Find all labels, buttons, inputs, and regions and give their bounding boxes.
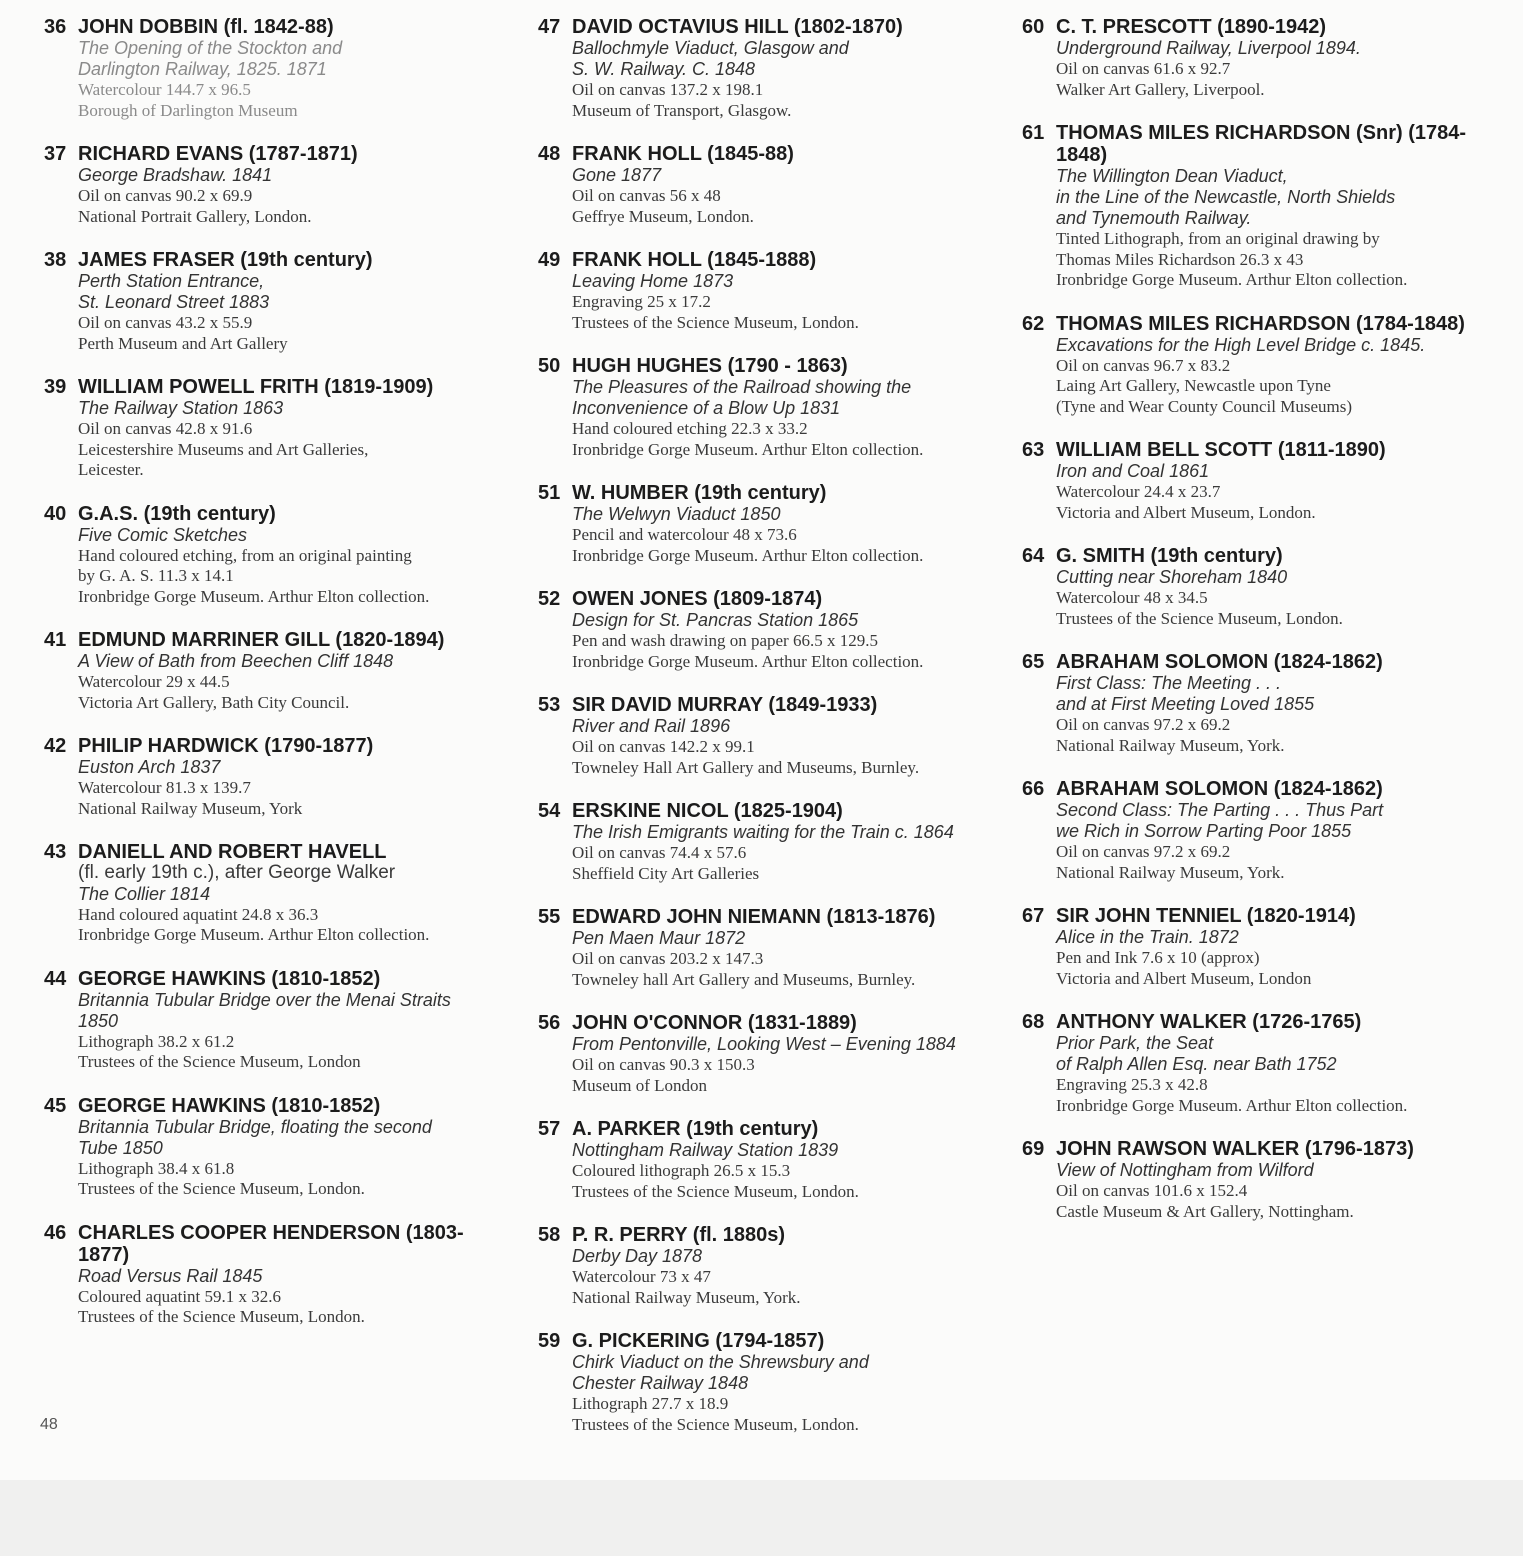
artwork-title: Alice in the Train. 1872 <box>1056 927 1239 947</box>
entry-number: 49 <box>538 249 561 271</box>
catalogue-entry <box>1022 1138 1502 1222</box>
artwork-title: we Rich in Sorrow Parting Poor 1855 <box>1056 821 1352 841</box>
artist-name: SIR JOHN TENNIEL (1820-1914) <box>1056 905 1356 927</box>
artwork-detail: National Portrait Gallery, London. <box>78 206 312 226</box>
artist-name: ABRAHAM SOLOMON (1824-1862) <box>1056 778 1383 800</box>
artwork-detail: Oil on canvas 61.6 x 92.7 <box>1056 59 1231 78</box>
entry-heading <box>44 503 514 525</box>
artist-name: EDMUND MARRINER GILL (1820-1894) <box>78 629 445 651</box>
entry-heading <box>538 906 1008 928</box>
entry-body <box>538 822 1008 884</box>
entry-body <box>1022 166 1502 291</box>
entry-body <box>538 1034 1008 1096</box>
artwork-detail: Oil on canvas 56 x 48 <box>572 186 721 205</box>
artwork-detail: Trustees of the Science Museum, London. <box>78 1179 365 1198</box>
artist-name: WILLIAM POWELL FRITH (1819-1909) <box>78 376 434 398</box>
artwork-title: A View of Bath from Beechen Cliff 1848 <box>78 651 394 671</box>
artwork-detail: Oil on canvas 96.7 x 83.2 <box>1056 355 1231 375</box>
artwork-detail: Coloured lithograph 26.5 x 15.3 <box>572 1161 791 1180</box>
catalogue-entry <box>538 249 1008 333</box>
artist-name: RICHARD EVANS (1787-1871) <box>78 143 358 165</box>
artwork-detail: Watercolour 29 x 44.5 <box>78 672 230 691</box>
catalogue-entry <box>1022 313 1502 418</box>
entry-body <box>44 1117 514 1200</box>
catalogue-entry <box>44 735 514 819</box>
artwork-title: Leaving Home 1873 <box>572 271 734 291</box>
artwork-detail: National Railway Museum, York. <box>1056 862 1285 882</box>
artist-name: JOHN O'CONNOR (1831-1889) <box>572 1012 857 1034</box>
page-number: 48 <box>40 1416 58 1433</box>
artwork-detail: Engraving 25 x 17.2 <box>572 292 711 311</box>
entry-number: 55 <box>538 906 561 928</box>
entry-number: 68 <box>1022 1011 1045 1033</box>
artwork-detail: Oil on canvas 43.2 x 55.9 <box>78 313 253 332</box>
artwork-detail: Sheffield City Art Galleries <box>572 863 760 883</box>
artwork-title: Gone 1877 <box>572 165 662 185</box>
entry-heading <box>1022 1138 1502 1160</box>
artwork-detail: Oil on canvas 203.2 x 147.3 <box>572 949 764 968</box>
entry-heading <box>538 16 1008 38</box>
entry-body <box>44 38 514 121</box>
entry-heading <box>538 355 1008 377</box>
entry-body <box>44 863 514 946</box>
artwork-detail: Trustees of the Science Museum, London. <box>572 1414 859 1434</box>
artwork-title: The Collier 1814 <box>78 883 211 904</box>
entry-number: 64 <box>1022 545 1045 567</box>
artwork-detail: National Railway Museum, York. <box>1056 735 1285 755</box>
artist-attribution: (fl. early 19th c.), after George Walker <box>78 862 396 883</box>
artwork-detail: Trustees of the Science Museum, London. <box>572 312 859 332</box>
entry-number: 63 <box>1022 439 1045 461</box>
catalogue-column-2 <box>538 16 1008 1457</box>
scan-margin <box>0 1480 1523 1556</box>
artwork-detail: Leicester. <box>78 460 144 479</box>
artwork-title: and Tynemouth Railway. <box>1056 208 1252 228</box>
entry-heading <box>44 143 514 165</box>
entry-number: 51 <box>538 482 561 504</box>
catalogue-entry <box>1022 651 1502 756</box>
catalogue-column-3 <box>1022 16 1502 1244</box>
catalogue-entry <box>44 968 514 1073</box>
artist-name: JOHN RAWSON WALKER (1796-1873) <box>1056 1138 1414 1160</box>
entry-body <box>1022 1160 1502 1222</box>
artwork-detail: Tinted Lithograph, from an original drawing by <box>1056 229 1380 248</box>
artwork-detail: Victoria Art Gallery, Bath City Council. <box>78 692 350 712</box>
artwork-detail: Trustees of the Science Museum, London. <box>78 1307 365 1326</box>
entry-number: 54 <box>538 800 561 822</box>
artwork-detail: Hand coloured etching, from an original painting <box>78 545 412 565</box>
catalogue-entry <box>44 376 514 481</box>
artwork-title: The Welwyn Viaduct 1850 <box>572 504 781 524</box>
entry-heading <box>538 1224 1008 1246</box>
entry-heading <box>538 1012 1008 1034</box>
entry-heading <box>1022 545 1502 567</box>
artwork-detail: Oil on canvas 142.2 x 99.1 <box>572 737 755 756</box>
catalogue-entry <box>44 1222 514 1328</box>
artwork-title: First Class: The Meeting . . . <box>1056 673 1282 693</box>
entry-heading <box>44 1095 514 1117</box>
artwork-title: Pen Maen Maur 1872 <box>572 928 746 948</box>
entry-number: 44 <box>44 967 67 990</box>
entry-number: 57 <box>538 1118 561 1140</box>
catalogue-entry <box>1022 545 1502 629</box>
artwork-detail: Oil on canvas 90.2 x 69.9 <box>78 186 253 205</box>
entry-number: 39 <box>44 376 67 398</box>
artwork-detail: Pen and Ink 7.6 x 10 (approx) <box>1056 948 1260 967</box>
artist-name: FRANK HOLL (1845-1888) <box>572 249 817 271</box>
artwork-title: Prior Park, the Seat <box>1056 1033 1214 1053</box>
artwork-title: Chirk Viaduct on the Shrewsbury and <box>572 1352 869 1372</box>
artwork-title: 1850 <box>78 1010 119 1031</box>
entry-heading <box>538 588 1008 610</box>
catalogue-entry <box>538 16 1008 121</box>
catalogue-entry <box>538 1118 1008 1202</box>
artist-name: JAMES FRASER (19th century) <box>78 249 373 271</box>
artwork-title: Second Class: The Parting . . . Thus Part <box>1056 800 1384 820</box>
artwork-detail: Watercolour 73 x 47 <box>572 1267 711 1286</box>
entry-body <box>44 651 514 713</box>
artwork-title: Euston Arch 1837 <box>78 757 221 777</box>
artist-name: ABRAHAM SOLOMON (1824-1862) <box>1056 651 1383 673</box>
catalogue-entry <box>1022 122 1502 291</box>
artwork-title: The Willington Dean Viaduct, <box>1056 166 1288 186</box>
entry-heading <box>538 1118 1008 1140</box>
catalogue-column-1 <box>44 16 514 1350</box>
entry-body <box>1022 800 1502 883</box>
artwork-detail: Watercolour 144.7 x 96.5 <box>78 80 251 99</box>
entry-body <box>538 1246 1008 1308</box>
catalogue-entry <box>1022 778 1502 883</box>
entry-heading <box>1022 905 1502 927</box>
artist-name: W. HUMBER (19th century) <box>572 482 827 504</box>
artist-name: FRANK HOLL (1845-88) <box>572 143 794 165</box>
entry-number: 36 <box>44 16 67 38</box>
artwork-detail: Lithograph 38.4 x 61.8 <box>78 1158 235 1178</box>
artwork-title: Ballochmyle Viaduct, Glasgow and <box>572 38 849 58</box>
artwork-detail: Perth Museum and Art Gallery <box>78 333 288 353</box>
artwork-detail: Oil on canvas 101.6 x 152.4 <box>1056 1181 1248 1200</box>
entry-heading <box>1022 778 1502 800</box>
entry-heading <box>1022 122 1502 166</box>
artwork-title: Iron and Coal 1861 <box>1056 461 1210 481</box>
catalogue-entry <box>538 482 1008 566</box>
entry-body <box>538 716 1008 778</box>
artwork-detail: Watercolour 24.4 x 23.7 <box>1056 482 1221 501</box>
artwork-title: The Pleasures of the Railroad showing the <box>572 377 912 397</box>
entry-heading <box>44 376 514 398</box>
artwork-detail: Pencil and watercolour 48 x 73.6 <box>572 525 797 544</box>
catalogue-entry <box>538 906 1008 990</box>
artwork-title: The Irish Emigrants waiting for the Train c. 1864 <box>572 822 954 842</box>
catalogue-entry <box>538 694 1008 778</box>
entry-heading <box>44 1222 514 1266</box>
artist-name: OWEN JONES (1809-1874) <box>572 588 823 610</box>
entry-heading <box>44 629 514 651</box>
artwork-detail: Towneley hall Art Gallery and Museums, Burnley. <box>572 969 916 989</box>
catalogue-entry <box>44 629 514 713</box>
artwork-detail: Lithograph 38.2 x 61.2 <box>78 1031 235 1051</box>
entry-body <box>538 271 1008 333</box>
catalogue-entry <box>538 355 1008 460</box>
artwork-detail: Trustees of the Science Museum, London. <box>1056 608 1343 628</box>
entry-body <box>44 271 514 354</box>
catalogue-entry <box>44 249 514 354</box>
entry-body <box>538 165 1008 227</box>
entry-body <box>538 610 1008 672</box>
artwork-detail: National Railway Museum, York. <box>572 1287 801 1307</box>
entry-body <box>538 1140 1008 1202</box>
catalogue-entry <box>1022 905 1502 989</box>
artwork-detail: Ironbridge Gorge Museum. Arthur Elton collection. <box>1056 270 1408 289</box>
artwork-title: of Ralph Allen Esq. near Bath 1752 <box>1056 1054 1337 1074</box>
artwork-detail: Victoria and Albert Museum, London <box>1056 968 1312 988</box>
entry-number: 59 <box>538 1330 561 1352</box>
entry-body <box>538 928 1008 990</box>
entry-number: 45 <box>44 1094 67 1117</box>
artwork-detail: National Railway Museum, York <box>78 798 303 818</box>
artist-name: THOMAS MILES RICHARDSON (Snr) (1784-1848) <box>1056 122 1467 166</box>
artwork-title: in the Line of the Newcastle, North Shields <box>1056 187 1396 207</box>
artwork-title: Excavations for the High Level Bridge c. 1845. <box>1056 334 1426 355</box>
entry-heading <box>538 800 1008 822</box>
artist-name: SIR DAVID MURRAY (1849-1933) <box>572 694 878 716</box>
catalogue-entry <box>538 143 1008 227</box>
entry-number: 47 <box>538 16 561 38</box>
artist-name: HUGH HUGHES (1790 - 1863) <box>572 355 848 377</box>
artwork-detail: Oil on canvas 97.2 x 69.2 <box>1056 842 1231 861</box>
artwork-title: Nottingham Railway Station 1839 <box>572 1140 839 1160</box>
entry-number: 42 <box>44 735 67 757</box>
catalogue-entry <box>44 503 514 608</box>
artwork-title: The Opening of the Stockton and <box>78 38 343 58</box>
artwork-title: River and Rail 1896 <box>572 716 731 736</box>
artwork-detail: Ironbridge Gorge Museum. Arthur Elton collection. <box>1056 1095 1408 1115</box>
artist-name: GEORGE HAWKINS (1810-1852) <box>78 967 381 990</box>
artist-name: EDWARD JOHN NIEMANN (1813-1876) <box>572 906 936 928</box>
artwork-detail: Ironbridge Gorge Museum. Arthur Elton collection. <box>78 586 430 606</box>
artwork-detail: Ironbridge Gorge Museum. Arthur Elton collection. <box>572 545 924 565</box>
artwork-detail: Museum of London <box>572 1075 708 1095</box>
artist-name: G. PICKERING (1794-1857) <box>572 1330 825 1352</box>
entry-body <box>44 990 514 1073</box>
artist-name: PHILIP HARDWICK (1790-1877) <box>78 735 374 757</box>
artist-name: WILLIAM BELL SCOTT (1811-1890) <box>1056 439 1386 461</box>
artist-name: P. R. PERRY (fl. 1880s) <box>572 1224 786 1246</box>
entry-body <box>538 377 1008 460</box>
catalogue-entry <box>44 841 514 946</box>
entry-heading <box>538 143 1008 165</box>
artwork-title: Design for St. Pancras Station 1865 <box>572 610 859 630</box>
catalogue-entry <box>1022 439 1502 523</box>
entry-number: 53 <box>538 694 561 716</box>
entry-number: 58 <box>538 1224 561 1246</box>
entry-number: 67 <box>1022 905 1045 927</box>
artwork-title: Five Comic Sketches <box>78 524 248 545</box>
entry-body <box>1022 335 1502 418</box>
artwork-detail: Oil on canvas 74.4 x 57.6 <box>572 843 747 862</box>
entry-body <box>1022 673 1502 756</box>
artwork-detail: Pen and wash drawing on paper 66.5 x 129.5 <box>572 631 878 650</box>
entry-heading <box>538 482 1008 504</box>
entry-body <box>44 757 514 819</box>
artwork-title: Chester Railway 1848 <box>572 1373 749 1393</box>
artist-name: DAVID OCTAVIUS HILL (1802-1870) <box>572 16 903 38</box>
entry-heading <box>44 16 514 38</box>
entry-number: 48 <box>538 143 561 165</box>
artwork-detail: by G. A. S. 11.3 x 14.1 <box>78 566 234 585</box>
artwork-detail: (Tyne and Wear County Council Museums) <box>1056 396 1352 416</box>
artist-name: JOHN DOBBIN (fl. 1842-88) <box>78 16 334 38</box>
artwork-title: and at First Meeting Loved 1855 <box>1056 694 1315 714</box>
artwork-detail: Oil on canvas 137.2 x 198.1 <box>572 80 764 99</box>
entry-body <box>1022 927 1502 989</box>
artist-name: G. SMITH (19th century) <box>1056 545 1283 567</box>
entry-body <box>1022 461 1502 523</box>
entry-heading <box>44 968 514 990</box>
artwork-detail: Lithograph 27.7 x 18.9 <box>572 1394 729 1413</box>
artwork-detail: Walker Art Gallery, Liverpool. <box>1056 79 1265 99</box>
artwork-title: Derby Day 1878 <box>572 1246 703 1266</box>
artwork-title: Britannia Tubular Bridge, floating the second <box>78 1116 432 1137</box>
artwork-detail: Watercolour 81.3 x 139.7 <box>78 778 251 797</box>
artist-name: CHARLES COOPER HENDERSON (1803-1877) <box>78 1221 464 1266</box>
artwork-detail: Geffrye Museum, London. <box>572 206 754 226</box>
entry-number: 65 <box>1022 651 1045 673</box>
artist-name: A. PARKER (19th century) <box>572 1118 819 1140</box>
artwork-title: Darlington Railway, 1825. 1871 <box>78 59 327 79</box>
entry-number: 46 <box>44 1221 67 1244</box>
entry-heading <box>1022 651 1502 673</box>
artwork-title: George Bradshaw. 1841 <box>78 165 273 185</box>
entry-heading <box>1022 313 1502 335</box>
artist-name: ERSKINE NICOL (1825-1904) <box>572 800 843 822</box>
artwork-detail: Trustees of the Science Museum, London. <box>572 1181 859 1201</box>
artwork-title: S. W. Railway. C. 1848 <box>572 59 756 79</box>
artwork-title: Perth Station Entrance, <box>78 271 265 291</box>
artwork-title: St. Leonard Street 1883 <box>78 292 270 312</box>
catalogue-entry <box>44 16 514 121</box>
artwork-detail: Oil on canvas 90.3 x 150.3 <box>572 1055 755 1074</box>
artwork-title: Road Versus Rail 1845 <box>78 1265 263 1286</box>
entry-heading <box>538 694 1008 716</box>
entry-number: 62 <box>1022 312 1045 335</box>
entry-heading <box>1022 16 1502 38</box>
entry-body <box>538 504 1008 566</box>
entry-body <box>44 1266 514 1328</box>
artwork-title: View of Nottingham from Wilford <box>1056 1160 1314 1180</box>
entry-heading <box>44 841 514 863</box>
catalogue-entry <box>44 1095 514 1200</box>
entry-heading <box>44 735 514 757</box>
artwork-detail: Ironbridge Gorge Museum. Arthur Elton collection. <box>78 925 430 944</box>
catalogue-entry <box>1022 16 1502 100</box>
artwork-detail: Ironbridge Gorge Museum. Arthur Elton collection. <box>572 651 924 671</box>
artwork-title: Cutting near Shoreham 1840 <box>1056 567 1288 587</box>
artwork-detail: Castle Museum & Art Gallery, Nottingham. <box>1056 1201 1354 1221</box>
artwork-detail: Thomas Miles Richardson 26.3 x 43 <box>1056 249 1304 269</box>
artist-name: G.A.S. (19th century) <box>78 502 276 525</box>
artwork-detail: Oil on canvas 97.2 x 69.2 <box>1056 715 1231 734</box>
catalogue-entry <box>538 588 1008 672</box>
artwork-detail: Ironbridge Gorge Museum. Arthur Elton collection. <box>572 439 924 459</box>
artwork-detail: Engraving 25.3 x 42.8 <box>1056 1075 1208 1094</box>
artwork-detail: Museum of Transport, Glasgow. <box>572 100 792 120</box>
artwork-detail: Trustees of the Science Museum, London <box>78 1052 361 1071</box>
entry-number: 41 <box>44 629 67 651</box>
artwork-detail: Towneley Hall Art Gallery and Museums, Burnley. <box>572 757 920 777</box>
entry-body <box>538 1352 1008 1435</box>
artist-name: DANIELL AND ROBERT HAVELL <box>78 841 387 863</box>
artwork-detail: Hand coloured etching 22.3 x 33.2 <box>572 419 808 438</box>
artwork-title: Underground Railway, Liverpool 1894. <box>1056 38 1361 58</box>
entry-number: 56 <box>538 1012 561 1034</box>
artwork-detail: Hand coloured aquatint 24.8 x 36.3 <box>78 904 319 924</box>
artwork-detail: Coloured aquatint 59.1 x 32.6 <box>78 1286 282 1306</box>
entry-number: 60 <box>1022 16 1045 38</box>
catalogue-entry <box>1022 1011 1502 1116</box>
artist-name: ANTHONY WALKER (1726-1765) <box>1056 1011 1362 1033</box>
entry-body <box>538 38 1008 121</box>
artwork-title: The Railway Station 1863 <box>78 398 284 418</box>
entry-heading <box>1022 1011 1502 1033</box>
entry-number: 69 <box>1022 1138 1045 1160</box>
entry-number: 52 <box>538 588 561 610</box>
entry-heading <box>44 249 514 271</box>
entry-number: 66 <box>1022 778 1045 800</box>
artwork-detail: Leicestershire Museums and Art Galleries, <box>78 439 369 459</box>
entry-body <box>1022 567 1502 629</box>
entry-heading <box>1022 439 1502 461</box>
catalogue-entry <box>538 1330 1008 1435</box>
entry-body <box>44 398 514 481</box>
artwork-detail: Borough of Darlington Museum <box>78 100 298 120</box>
artwork-title: From Pentonville, Looking West – Evening 1884 <box>572 1034 956 1054</box>
artwork-title: Tube 1850 <box>78 1137 163 1158</box>
artwork-detail: Oil on canvas 42.8 x 91.6 <box>78 419 253 438</box>
artwork-title: Britannia Tubular Bridge over the Menai Straits <box>78 989 451 1010</box>
entry-body <box>44 165 514 227</box>
catalogue-entry <box>538 1012 1008 1096</box>
artwork-detail: Victoria and Albert Museum, London. <box>1056 502 1316 522</box>
artist-name: THOMAS MILES RICHARDSON (1784-1848) <box>1056 312 1465 335</box>
entry-body <box>1022 38 1502 100</box>
artwork-detail: Watercolour 48 x 34.5 <box>1056 588 1208 607</box>
entry-number: 43 <box>44 841 67 863</box>
catalogue-entry <box>538 1224 1008 1308</box>
entry-body <box>44 525 514 608</box>
artist-name: GEORGE HAWKINS (1810-1852) <box>78 1094 381 1117</box>
entry-heading <box>538 249 1008 271</box>
entry-number: 40 <box>44 502 67 525</box>
catalogue-entry <box>538 800 1008 884</box>
artist-name: C. T. PRESCOTT (1890-1942) <box>1056 16 1327 38</box>
entry-number: 37 <box>44 143 67 165</box>
entry-heading <box>538 1330 1008 1352</box>
artwork-detail: Laing Art Gallery, Newcastle upon Tyne <box>1056 376 1331 395</box>
artwork-title: Inconvenience of a Blow Up 1831 <box>572 398 841 418</box>
entry-number: 38 <box>44 249 67 271</box>
entry-number: 61 <box>1022 122 1045 144</box>
entry-number: 50 <box>538 355 561 377</box>
catalogue-entry <box>44 143 514 227</box>
entry-body <box>1022 1033 1502 1116</box>
